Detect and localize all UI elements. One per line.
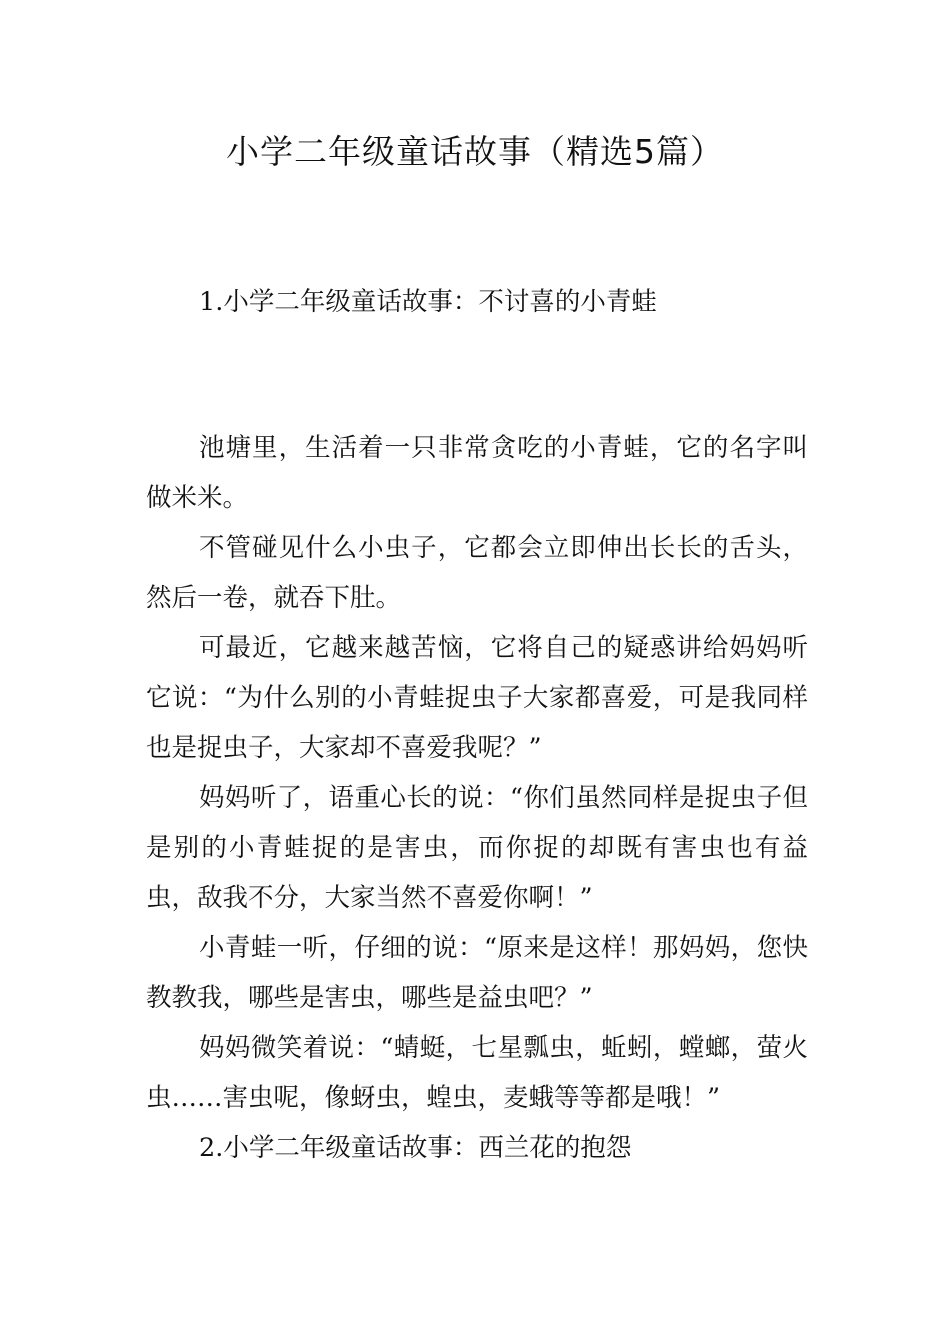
document-title: 小学二年级童话故事（精选5篇） [226,132,724,171]
section-2-heading: 2.小学二年级童话故事：西兰花的抱怨 [199,1133,632,1163]
story-paragraph: 不管碰见什么小虫子，它都会立即伸出长长的舌头，然后一卷，就吞下肚。 [146,533,808,613]
story-paragraph: 可最近，它越来越苦恼，它将自己的疑惑讲给妈妈听它说：“为什么别的小青蛙捉虫子大家都喜爱，可是我同样也是捉虫子，大家却不喜爱我呢？” [146,633,808,763]
story-paragraph: 妈妈微笑着说：“蜻蜓，七星瓢虫，蚯蚓，螳螂，萤火虫……害虫呢，像蚜虫，蝗虫，麦蛾等等都是哦！” [146,1033,808,1113]
section-1-heading [146,277,808,327]
story-paragraph: 妈妈听了，语重心长的说：“你们虽然同样是捉虫子但是别的小青蛙捉的是害虫，而你捉的却既有害虫也有益虫，敌我不分，大家当然不喜爱你啊！” [146,783,808,913]
section-1-heading-text: 1.小学二年级童话故事：不讨喜的小青蛙 [199,287,657,317]
story-paragraph: 小青蛙一听，仔细的说：“原来是这样！那妈妈，您快教教我，哪些是害虫，哪些是益虫吧？” [146,933,808,1013]
story-body [146,423,808,1173]
story-paragraph: 池塘里，生活着一只非常贪吃的小青蛙，它的名字叫做米米。 [146,433,808,513]
